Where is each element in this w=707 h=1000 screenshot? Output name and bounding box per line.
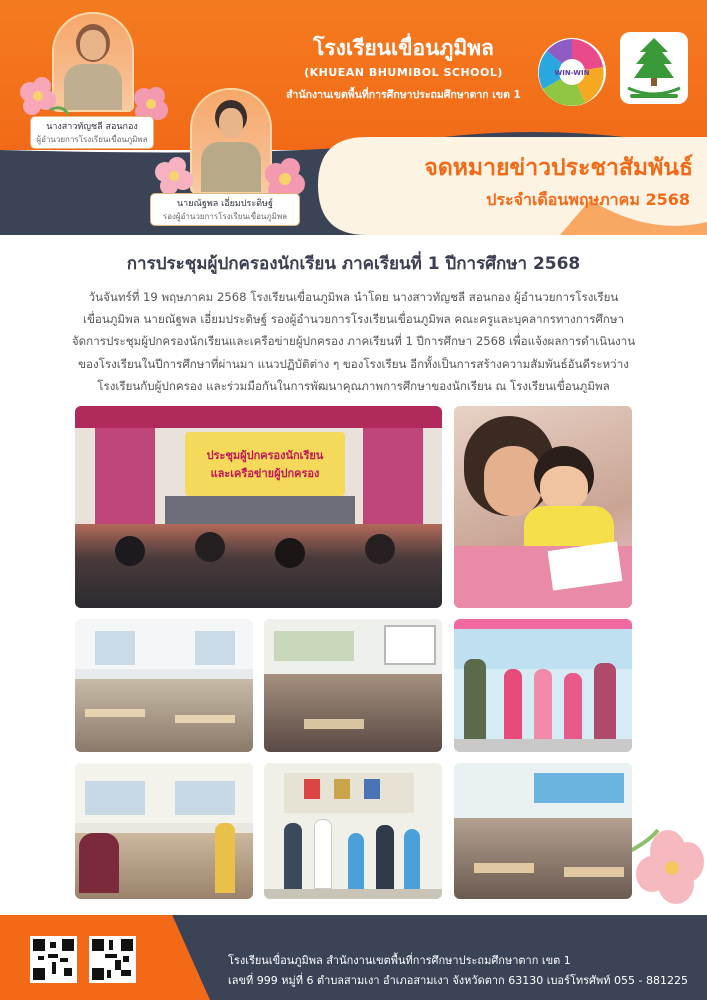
footer-school-office: โรงเรียนเขื่อนภูมิพล สำนักงานเขตพื้นที่การศึกษาประถมศึกษาตาก เขต 1 — [228, 954, 571, 967]
stage-banner-line1: ประชุมผู้ปกครองนักเรียน — [206, 449, 324, 462]
photo-teachers-students — [264, 763, 442, 899]
article-line: จัดการประชุมผู้ปกครองนักเรียนและเครือข่ายผู้ปกครอง ภาคเรียนที่ 1 ปีการศึกษา 2568 เพื่อแจ้งผลการดำเนินงาน — [71, 334, 636, 349]
school-office: สำนักงานเขตพื้นที่การศึกษาประถมศึกษาตาก เขต 1 — [286, 89, 521, 101]
article-line: ของโรงเรียนในปีการศึกษาที่ผ่านมา แนวปฏิบัติต่าง ๆ ของโรงเรียน อีกทั้งเป็นการสร้างความสัมพันธ์อันดีระหว่าง — [78, 356, 629, 371]
school-name-english: (KHUEAN BHUMIBOL SCHOOL) — [304, 66, 503, 79]
director-name: นางสาวทัญชลี สอนกอง — [46, 122, 138, 132]
article-body — [60, 286, 647, 397]
photo-meeting-hall — [75, 406, 442, 608]
flower-decoration-icon — [628, 822, 707, 912]
article-line: เขื่อนภูมิพล นายณัฐพล เอี่ยมประดิษฐ์ รองผู้อำนวยการโรงเรียนเขื่อนภูมิพล คณะครูและบุคลากรทางการศึกษา — [83, 312, 624, 327]
deputy-name: นายณัฐพล เอี่ยมประดิษฐ์ — [177, 199, 273, 209]
logo-badge-text: WIN-WIN — [554, 69, 590, 77]
newsletter-title: จดหมายข่าวประชาสัมพันธ์ — [424, 155, 693, 181]
article-title: การประชุมผู้ปกครองนักเรียน ภาคเรียนที่ 1 ปีการศึกษา 2568 — [126, 254, 581, 274]
qr-code-icon[interactable] — [30, 936, 77, 983]
deputy-nameplate — [150, 193, 300, 226]
school-crest-logo-icon — [618, 30, 690, 106]
photo-parent-child-writing — [454, 406, 632, 608]
qr-code-icon[interactable] — [89, 936, 136, 983]
photo-classroom-3 — [75, 763, 253, 899]
photo-classroom-4 — [454, 763, 632, 899]
school-name-thai: โรงเรียนเขื่อนภูมิพล — [313, 36, 494, 60]
director-nameplate — [30, 116, 154, 149]
article-line: วันจันทร์ที่ 19 พฤษภาคม 2568 โรงเรียนเขื่อนภูมิพล นำโดย นางสาวทัญชลี สอนกอง ผู้อำนวยการโรงเรียน — [88, 290, 619, 304]
director-role: ผู้อำนวยการโรงเรียนเขื่อนภูมิพล — [36, 135, 148, 144]
deputy-role: รองผู้อำนวยการโรงเรียนเขื่อนภูมิพล — [162, 212, 288, 221]
win-win-logo-icon — [537, 37, 607, 107]
footer-address: เลขที่ 999 หมู่ที่ 6 ตำบลสามเงา อำเภอสามเงา จังหวัดตาก 63130 เบอร์โทรศัพท์ 055 - 881225 — [228, 974, 688, 987]
photo-students-certificates — [454, 619, 632, 752]
photo-classroom-1 — [75, 619, 253, 752]
photo-classroom-2 — [264, 619, 442, 752]
stage-banner-line2: และเครือข่ายผู้ปกครอง — [210, 467, 320, 480]
article-line: โรงเรียนกับผู้ปกครอง และร่วมมือกันในการพัฒนาคุณภาพการศึกษาของนักเรียน ณ โรงเรียนเขื่อนภูมิพล — [97, 378, 610, 393]
flower-decoration-icon — [10, 70, 70, 120]
newsletter-month: ประจำเดือนพฤษภาคม 2568 — [486, 190, 690, 209]
